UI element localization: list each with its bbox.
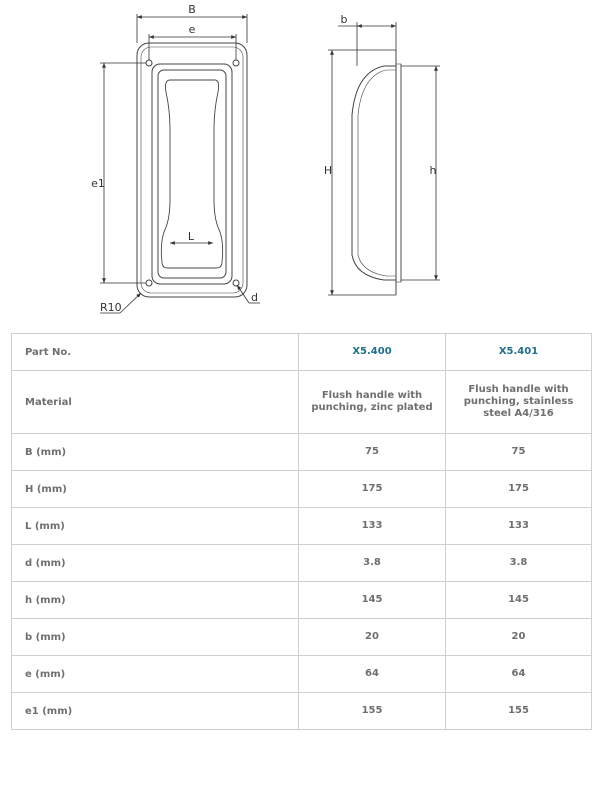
row-value-x5401: 133	[446, 508, 592, 545]
material-label: Material	[12, 371, 299, 434]
mounting-hole-tl	[146, 60, 152, 66]
dimension-H	[328, 50, 396, 295]
side-view	[352, 50, 401, 295]
label-B: B	[188, 3, 196, 16]
row-value-x5400: 175	[299, 471, 446, 508]
part-no-x5401: X5.401	[446, 334, 592, 371]
row-label: L (mm)	[12, 508, 299, 545]
row-value-x5400: 145	[299, 582, 446, 619]
flange-ridge	[396, 64, 401, 282]
label-e1: e1	[91, 177, 105, 190]
row-value-x5401: 145	[446, 582, 592, 619]
table-row	[12, 434, 592, 471]
row-label: e1 (mm)	[12, 693, 299, 730]
row-value-x5400: 155	[299, 693, 446, 730]
label-e: e	[188, 23, 196, 36]
mounting-hole-tr	[233, 60, 239, 66]
material-x5400: Flush handle with punching, zinc plated	[299, 371, 446, 434]
recess-outer	[152, 64, 232, 284]
label-b: b	[340, 13, 348, 26]
table-row	[12, 545, 592, 582]
outer-plate	[137, 43, 247, 297]
material-row	[12, 371, 592, 434]
row-value-x5401: 3.8	[446, 545, 592, 582]
table-header-row	[12, 334, 592, 371]
row-value-x5401: 75	[446, 434, 592, 471]
row-label: d (mm)	[12, 545, 299, 582]
part-no-label: Part No.	[12, 334, 299, 371]
row-value-x5400: 133	[299, 508, 446, 545]
front-view	[137, 43, 247, 297]
material-x5401: Flush handle with punching, stainless steel A4/316	[446, 371, 592, 434]
row-value-x5400: 75	[299, 434, 446, 471]
row-value-x5400: 64	[299, 656, 446, 693]
table-row	[12, 471, 592, 508]
row-value-x5400: 20	[299, 619, 446, 656]
row-label: e (mm)	[12, 656, 299, 693]
table-row	[12, 619, 592, 656]
table-row	[12, 508, 592, 545]
label-h: h	[429, 164, 437, 177]
table-row	[12, 656, 592, 693]
table-row	[12, 693, 592, 730]
mounting-hole-bl	[146, 280, 152, 286]
dimension-e1	[100, 63, 146, 283]
table-row	[12, 582, 592, 619]
outer-plate-inner-edge	[141, 47, 243, 293]
row-value-x5401: 20	[446, 619, 592, 656]
row-label: B (mm)	[12, 434, 299, 471]
label-d: d	[251, 291, 258, 304]
part-no-x5400: X5.400	[299, 334, 446, 371]
side-body	[352, 66, 396, 280]
row-label: h (mm)	[12, 582, 299, 619]
mounting-hole-br	[233, 280, 239, 286]
label-H: H	[323, 164, 333, 177]
row-value-x5401: 64	[446, 656, 592, 693]
row-label: H (mm)	[12, 471, 299, 508]
row-label: b (mm)	[12, 619, 299, 656]
dimension-b	[338, 22, 396, 66]
label-L: L	[187, 230, 195, 243]
technical-drawing	[0, 0, 600, 320]
side-body-inner	[358, 70, 396, 276]
label-R10: R10	[100, 301, 122, 314]
spec-table	[11, 333, 592, 730]
row-value-x5401: 155	[446, 693, 592, 730]
row-value-x5401: 175	[446, 471, 592, 508]
row-value-x5400: 3.8	[299, 545, 446, 582]
